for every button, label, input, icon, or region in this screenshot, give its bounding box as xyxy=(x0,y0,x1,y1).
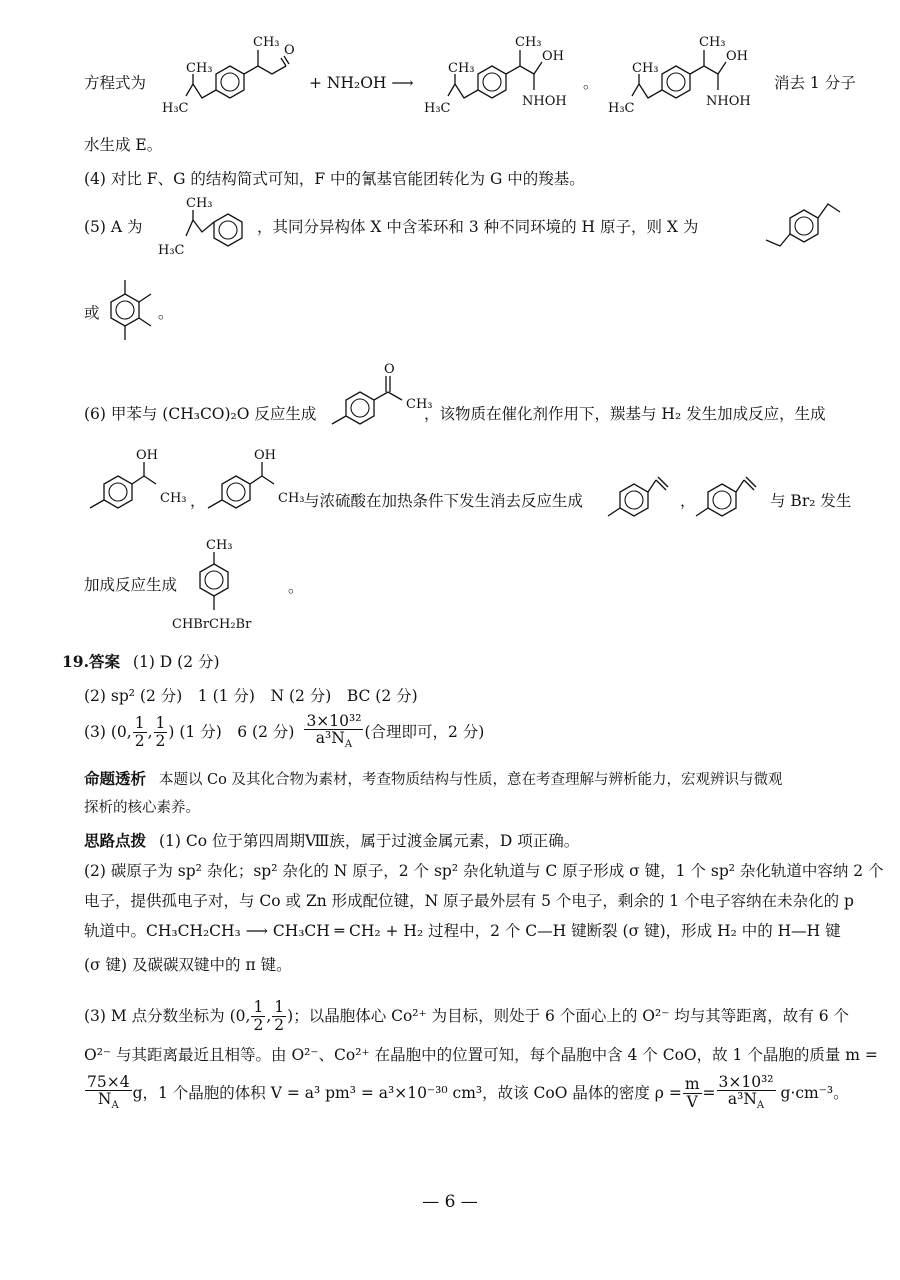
page-number: — 6 — xyxy=(422,1192,478,1212)
answer-1: (1) D (2 分) xyxy=(132,653,220,671)
idea-line-5: (σ 键) 及碳碳双键中的 π 键。 xyxy=(84,956,292,974)
mol-label-h3c: H₃C xyxy=(162,101,189,116)
denominator-text: a³N xyxy=(315,729,345,748)
mol-label-nhoh: NHOH xyxy=(706,94,751,109)
mol-label-ch3: CH₃ xyxy=(186,61,213,76)
answer-3-mid: ) (1 分) 6 (2 分) xyxy=(168,722,295,741)
denominator: 2 xyxy=(253,1015,264,1034)
text-equation-intro: 方程式为 xyxy=(84,74,147,92)
mol-label-ch3: CH₃ xyxy=(206,538,233,553)
idea-line-3: 电子，提供孤电子对，与 Co 或 Zn 形成配位键，N 原子最外层有 5 个电子，剩余的 1 个电子容纳在未杂化的 p xyxy=(84,892,854,910)
mol-label-oh: OH xyxy=(136,448,158,463)
text-item-6b: ，该物质在催化剂作用下，羰基与 H₂ 发生加成反应，生成 xyxy=(424,405,826,423)
alcohol-structure-2 xyxy=(202,444,322,524)
idea-text: (1) Co 位于第四周期Ⅷ族，属于过渡金属元素，D 项正确。 xyxy=(158,832,580,850)
denominator xyxy=(717,1091,776,1112)
numerator: 75×4 xyxy=(87,1073,130,1092)
mol-label-o: O xyxy=(384,362,395,377)
answer-2: (2) sp² (2 分) 1 (1 分) N (2 分) BC (2 分) xyxy=(84,687,418,705)
denominator xyxy=(304,730,363,751)
text-item-6a: (6) 甲苯与 (CH₃CO)₂O 反应生成 xyxy=(84,405,317,423)
mol-label-oh: OH xyxy=(254,448,276,463)
mol-label-o: O xyxy=(284,43,295,58)
mol-label-ch3: CH₃ xyxy=(632,61,659,76)
denominator: V xyxy=(686,1092,698,1111)
analysis-line-2: 探析的核心素养。 xyxy=(84,800,200,816)
idea-line-6: (3) M 点分数坐标为 (0, $\frac{1}{2}$ , $\frac{1}{2}$ )；以晶胞体心 Co²⁺ 为目标，则处于 6 个面心上的 O²⁻ 均与其等距离，故有 6 个 xyxy=(84,998,850,1034)
subscript-a: A xyxy=(111,1100,119,1112)
dibromide-product-structure xyxy=(170,532,300,642)
denominator-text: a³N xyxy=(727,1090,757,1109)
fraction-density xyxy=(304,713,363,751)
subscript-a: A xyxy=(344,739,353,751)
idea-label: 思路点拨 xyxy=(84,833,147,850)
analysis-label: 命题透析 xyxy=(84,771,147,788)
fraction-density xyxy=(717,1074,776,1112)
mol-label-ch3: CH₃ xyxy=(515,35,542,50)
text-period: 。 xyxy=(583,74,599,92)
mol-label-ch3: CH₃ xyxy=(186,196,213,211)
subscript-a: A xyxy=(756,1100,765,1112)
text-or: 或 xyxy=(84,304,100,322)
analysis-text: 本题以 Co 及其化合物为素材，考查物质结构与性质，意在考查理解与辨析能力，宏观辨识与微观 xyxy=(158,772,783,788)
denominator-text: N xyxy=(97,1090,112,1109)
answer-3: (3) (0, $\frac{1}{2}$ , $\frac{1}{2}$ ) (1 分) 6 (2 分) $\frac{\text{3×10³²}}{a^3N_A}$ (合理即可，2 分) xyxy=(84,712,485,751)
mol-label-oh: OH xyxy=(542,49,564,64)
mol-label-ch3: CH₃ xyxy=(406,397,433,412)
q19-header xyxy=(62,653,220,673)
idea-6-pre: (3) M 点分数坐标为 (0, xyxy=(84,1006,251,1025)
fraction-mass xyxy=(85,1074,132,1112)
fraction-one-half xyxy=(133,715,147,749)
alcohol-structure xyxy=(84,444,204,524)
fraction-m-over-v xyxy=(683,1076,702,1110)
text-line-2: 水生成 E。 xyxy=(84,136,163,154)
text-comma: ， xyxy=(190,492,206,510)
answer-3-note: (合理即可，2 分) xyxy=(364,722,485,741)
denominator: 2 xyxy=(134,731,145,750)
answer-3-coord-open: (3) (0, xyxy=(84,722,132,741)
mol-label-nhoh: NHOH xyxy=(522,94,567,109)
methylstyrene-structure-2 xyxy=(692,470,764,530)
equals-sign: = xyxy=(702,1083,716,1102)
text-comma: ， xyxy=(680,492,696,510)
text-item-4: (4) 对比 F、G 的结构简式可知，F 中的氰基官能团转化为 G 中的羧基。 xyxy=(84,170,585,188)
idea-line-8 xyxy=(84,1070,849,1116)
tetramethylbenzene-structure xyxy=(98,270,158,350)
text-eliminate: 消去 1 分子 xyxy=(774,74,856,92)
mol-label-ch3: CH₃ xyxy=(448,61,475,76)
numerator: 1 xyxy=(134,714,145,733)
idea-line-1 xyxy=(84,832,579,852)
mol-label-ch3: CH₃ xyxy=(278,491,305,506)
text-item-5b: ，其同分异构体 X 中含苯环和 3 种不同环境的 H 原子，则 X 为 xyxy=(257,218,699,236)
mol-label-h3c: H₃C xyxy=(424,101,451,116)
answer-label: 答案 xyxy=(88,654,120,671)
numerator: 3×10³² xyxy=(718,1073,774,1092)
numerator: 1 xyxy=(253,998,264,1017)
methylacetophenone-structure xyxy=(318,358,433,438)
idea-6-post: )；以晶胞体心 Co²⁺ 为目标，则处于 6 个面心上的 O²⁻ 均与其等距离，故有 6 个 xyxy=(287,1006,850,1025)
aldehyde-structure xyxy=(150,20,300,130)
mol-label-ch3: CH₃ xyxy=(699,35,726,50)
text-period: 。 xyxy=(288,578,304,596)
methylstyrene-structure xyxy=(604,470,668,530)
numerator: 3×10³² xyxy=(306,712,362,731)
fraction-one-half xyxy=(272,999,286,1033)
hydroxylamine-adduct-structure-2 xyxy=(596,20,766,130)
numerator: m xyxy=(684,1075,700,1094)
text-item-5a: (5) A 为 xyxy=(84,218,143,236)
fraction-one-half xyxy=(154,715,168,749)
text-item-6-end: 加成反应生成 xyxy=(84,576,178,594)
denominator: 2 xyxy=(274,1015,285,1034)
denominator xyxy=(85,1091,132,1112)
text-period: 。 xyxy=(158,304,174,322)
idea-8-unit: g·cm⁻³。 xyxy=(780,1083,849,1102)
idea-line-7: O²⁻ 与其距离最近且相等。由 O²⁻、Co²⁺ 在晶胞中的位置可知，每个晶胞中含 4 个 CoO，故 1 个晶胞的质量 m = xyxy=(84,1046,878,1064)
text-item-6-mid: 与浓硫酸在加热条件下发生消去反应生成 xyxy=(304,492,584,510)
question-number: 19. xyxy=(62,652,89,671)
hydroxylamine-adduct-structure xyxy=(412,20,582,130)
mol-label-ch3: CH₃ xyxy=(253,35,280,50)
para-diethylbenzene-structure xyxy=(756,192,856,262)
numerator: 1 xyxy=(155,714,166,733)
idea-8-text: g，1 个晶胞的体积 V = a³ pm³ = a³×10⁻³⁰ cm³，故该 CoO 晶体的密度 ρ = xyxy=(132,1083,682,1102)
mol-label-ch3: CH₃ xyxy=(160,491,187,506)
mol-label-h3c: H₃C xyxy=(158,243,185,258)
idea-line-2: (2) 碳原子为 sp² 杂化；sp² 杂化的 N 原子，2 个 sp² 杂化轨道与 C 原子形成 σ 键，1 个 sp² 杂化轨道中容纳 2 个 xyxy=(84,862,884,880)
analysis-line-1 xyxy=(84,770,783,790)
text-br2: 与 Br₂ 发生 xyxy=(770,492,852,510)
mol-label-chbrch2br: CHBrCH₂Br xyxy=(172,617,252,632)
mol-label-oh: OH xyxy=(726,49,748,64)
mol-label-h3c: H₃C xyxy=(608,101,635,116)
isobutylbenzene-structure xyxy=(150,192,260,272)
numerator: 1 xyxy=(274,998,285,1017)
fraction-one-half xyxy=(251,999,265,1033)
reagent-nh2oh: + NH₂OH ⟶ xyxy=(309,74,414,92)
denominator: 2 xyxy=(155,731,166,750)
idea-line-4: 轨道中。CH₃CH₂CH₃ ⟶ CH₃CH ═ CH₂ + H₂ 过程中，2 个 C—H 键断裂 (σ 键)，形成 H₂ 中的 H—H 键 xyxy=(84,922,841,940)
